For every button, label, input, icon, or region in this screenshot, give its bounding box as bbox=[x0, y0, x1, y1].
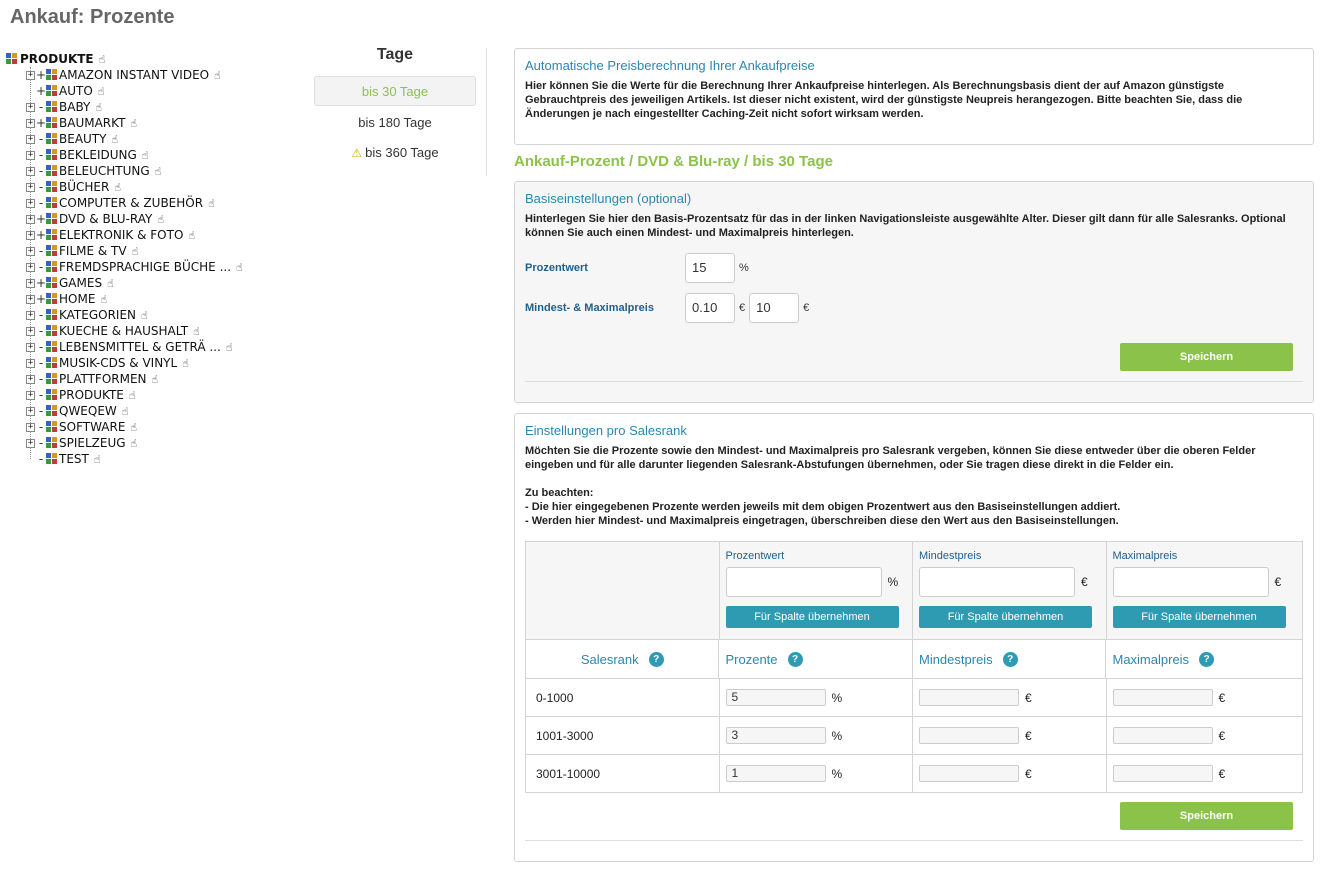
category-grid-icon bbox=[46, 213, 58, 225]
apply-max-button[interactable]: Für Spalte übernehmen bbox=[1113, 606, 1286, 628]
tree-item-label[interactable]: BÜCHER bbox=[59, 180, 110, 194]
max-price-input[interactable]: 10 bbox=[749, 293, 799, 323]
salesrank-panel-title: Einstellungen pro Salesrank bbox=[525, 423, 687, 438]
tree-prefix: - bbox=[38, 324, 44, 338]
tree-item-label[interactable]: FILME & TV bbox=[59, 244, 127, 258]
tree-item-label[interactable]: HOME bbox=[59, 292, 96, 306]
minmax-row bbox=[515, 293, 823, 323]
day-item-label: bis 180 Tage bbox=[358, 115, 432, 130]
tree-children bbox=[27, 67, 296, 467]
basis-panel-text: Hinterlegen Sie hier den Basis-Prozentsatz für das in der linken Navigationsleiste ausgewählte Alter. Dieser gilt dann für alle Salesranks. Optional können Sie auch einen Mindest- und Maximalpreis hinterlegen. bbox=[525, 213, 1286, 239]
row-max-input[interactable] bbox=[1113, 689, 1213, 706]
row-min-input[interactable] bbox=[919, 765, 1019, 782]
category-grid-icon bbox=[46, 277, 58, 289]
tree-item-label[interactable]: SPIELZEUG bbox=[59, 436, 126, 450]
bulk-min-input[interactable] bbox=[919, 567, 1075, 597]
table-row bbox=[526, 716, 1302, 754]
max-cell bbox=[1106, 717, 1303, 754]
apply-min-button[interactable]: Für Spalte übernehmen bbox=[919, 606, 1092, 628]
tree-item[interactable] bbox=[27, 67, 296, 83]
percent-cell bbox=[719, 717, 913, 754]
bulk-max-unit: € bbox=[1274, 575, 1282, 589]
note-2: - Werden hier Mindest- und Maximalpreis eingetragen, überschreiben diese den Wert aus den Basiseinstellungen. bbox=[525, 515, 1119, 527]
hand-icon[interactable]: ☝ bbox=[188, 228, 196, 242]
category-tree bbox=[6, 51, 296, 467]
expand-toggle-icon[interactable]: + bbox=[27, 117, 34, 128]
expand-toggle-icon[interactable]: + bbox=[27, 293, 34, 304]
info-panel-title: Automatische Preisberechnung Ihrer Ankaufpreise bbox=[525, 58, 815, 73]
header-label: Maximalpreis bbox=[1112, 651, 1190, 667]
hand-icon[interactable]: ☝ bbox=[107, 276, 114, 290]
help-icon[interactable]: ? bbox=[649, 652, 664, 667]
tree-item[interactable] bbox=[27, 371, 296, 387]
category-grid-icon bbox=[46, 309, 58, 321]
tree-item-label[interactable]: FREMDSPRACHIGE BÜCHE ... bbox=[59, 260, 232, 274]
column-divider bbox=[486, 48, 487, 176]
rank-cell bbox=[526, 755, 719, 792]
hand-icon[interactable]: ☝ bbox=[130, 436, 138, 450]
expand-toggle-icon[interactable]: + bbox=[27, 325, 34, 336]
tree-prefix: - bbox=[38, 132, 44, 146]
max-cell bbox=[1106, 679, 1303, 716]
tree-prefix: - bbox=[38, 388, 44, 402]
hand-icon[interactable]: ☝ bbox=[128, 388, 136, 402]
bulk-min-unit: € bbox=[1081, 575, 1088, 589]
category-grid-icon bbox=[46, 325, 58, 337]
tree-item[interactable] bbox=[27, 291, 296, 307]
day-item-label: bis 30 Tage bbox=[361, 84, 429, 99]
hand-icon[interactable]: ☝ bbox=[141, 148, 149, 162]
percent-unit: % bbox=[739, 262, 749, 274]
rank-label: 0-1000 bbox=[536, 690, 574, 705]
tree-item-label[interactable]: BEAUTY bbox=[59, 132, 107, 146]
category-grid-icon bbox=[46, 117, 58, 129]
category-grid-icon bbox=[46, 421, 58, 433]
header-max bbox=[1105, 640, 1302, 678]
day-item-180[interactable] bbox=[314, 108, 476, 138]
category-grid-icon bbox=[46, 165, 58, 177]
tree-prefix: - bbox=[38, 420, 44, 434]
tree-item[interactable] bbox=[27, 339, 296, 355]
tree-item[interactable] bbox=[27, 211, 296, 227]
category-grid-icon bbox=[6, 53, 18, 65]
expand-toggle-icon[interactable]: + bbox=[27, 245, 34, 256]
hand-icon[interactable]: ☝ bbox=[182, 356, 189, 370]
tree-prefix: - bbox=[38, 436, 44, 450]
row-min-unit: € bbox=[1025, 728, 1032, 743]
tree-item-label[interactable]: SOFTWARE bbox=[59, 420, 126, 434]
header-label: Prozente bbox=[725, 651, 778, 667]
tree-item[interactable] bbox=[27, 99, 296, 115]
tree-prefix: + bbox=[36, 68, 47, 82]
row-max-unit: € bbox=[1218, 690, 1226, 705]
category-grid-icon bbox=[46, 149, 58, 161]
header-min bbox=[912, 640, 1106, 678]
days-title: Tage bbox=[376, 46, 414, 63]
percent-cell bbox=[719, 679, 913, 716]
row-percent-input[interactable]: 3 bbox=[726, 727, 826, 744]
max-cell bbox=[1106, 755, 1303, 792]
basis-save-button[interactable]: Speichern bbox=[1120, 343, 1293, 371]
note-title: Zu beachten: bbox=[525, 487, 594, 499]
category-grid-icon bbox=[46, 453, 58, 465]
divider bbox=[525, 381, 1303, 382]
category-grid-icon bbox=[46, 357, 58, 369]
tree-item[interactable] bbox=[27, 115, 296, 131]
tree-item-label[interactable]: BELEUCHTUNG bbox=[59, 164, 150, 178]
rank-label: 3001-10000 bbox=[536, 766, 601, 781]
tree-item[interactable] bbox=[32, 83, 296, 99]
tree-prefix: - bbox=[38, 452, 44, 466]
tree-item[interactable] bbox=[27, 163, 296, 179]
page-title: Ankauf: Prozente bbox=[10, 6, 175, 28]
hand-icon[interactable]: ☝ bbox=[97, 84, 105, 98]
row-min-input[interactable] bbox=[919, 689, 1019, 706]
bulk-max-input[interactable] bbox=[1113, 567, 1269, 597]
tree-item[interactable] bbox=[27, 435, 296, 451]
rank-label: 1001-3000 bbox=[536, 728, 594, 743]
tree-item-label[interactable]: PLATTFORMEN bbox=[59, 372, 147, 386]
hand-icon[interactable]: ☝ bbox=[93, 452, 101, 466]
tree-item-label[interactable]: GAMES bbox=[59, 276, 103, 290]
tree-prefix: - bbox=[38, 196, 44, 210]
tree-prefix: - bbox=[38, 164, 44, 178]
info-panel-text: Hier können Sie die Werte für die Berechnung Ihrer Ankaufpreise hinterlegen. Als Berechnungsbasis dient der auf Amazon günstigste Gebrauchtpreis des jeweiligen Artikels. Ist dieser nicht existent, wird der günstigste Neupreis herangezogen. Bitte beachten Sie, dass die Änderungen je nach eingestellter Caching-Zeit nicht sofort wirksam werden. bbox=[525, 80, 1243, 120]
tree-prefix: - bbox=[38, 180, 44, 194]
expand-toggle-icon[interactable]: + bbox=[27, 149, 34, 160]
expand-toggle-icon[interactable]: + bbox=[27, 101, 34, 112]
tree-item[interactable] bbox=[27, 195, 296, 211]
category-grid-icon bbox=[46, 245, 58, 257]
bulk-min-cell bbox=[912, 542, 1106, 639]
day-item-30[interactable] bbox=[314, 76, 476, 106]
tree-item[interactable] bbox=[32, 451, 296, 467]
hand-icon[interactable]: ☝ bbox=[130, 116, 138, 130]
max-currency: € bbox=[803, 302, 810, 314]
tree-item[interactable] bbox=[27, 387, 296, 403]
min-cell bbox=[912, 717, 1106, 754]
row-max-input[interactable] bbox=[1113, 765, 1213, 782]
row-percent-input[interactable]: 5 bbox=[726, 689, 826, 706]
header-label: Mindestpreis bbox=[918, 651, 993, 667]
row-percent-input[interactable]: 1 bbox=[726, 765, 826, 782]
hand-icon[interactable]: ☝ bbox=[154, 164, 162, 178]
expand-toggle-icon[interactable]: + bbox=[27, 405, 34, 416]
tree-item-label[interactable]: AUTO bbox=[59, 84, 93, 98]
bulk-percent-cell bbox=[719, 542, 913, 639]
tree-prefix: + bbox=[36, 116, 47, 130]
tree-item[interactable] bbox=[27, 227, 296, 243]
info-panel bbox=[514, 48, 1314, 145]
row-min-input[interactable] bbox=[919, 727, 1019, 744]
hand-icon[interactable]: ☝ bbox=[100, 292, 108, 306]
tree-prefix: + bbox=[36, 292, 47, 306]
category-grid-icon bbox=[46, 293, 58, 305]
tree-prefix: - bbox=[38, 260, 44, 274]
salesrank-panel bbox=[514, 413, 1314, 862]
row-min-unit: € bbox=[1025, 766, 1032, 781]
header-label: Salesrank bbox=[580, 651, 639, 667]
expand-toggle-icon[interactable]: + bbox=[27, 357, 34, 368]
tree-item[interactable] bbox=[27, 147, 296, 163]
category-grid-icon bbox=[46, 69, 58, 81]
expand-toggle-icon[interactable]: + bbox=[27, 373, 34, 384]
salesrank-rows bbox=[526, 678, 1302, 792]
tree-prefix: + bbox=[36, 84, 47, 98]
row-max-input[interactable] bbox=[1113, 727, 1213, 744]
tree-item-label[interactable]: BAUMARKT bbox=[59, 116, 126, 130]
tree-item-label[interactable]: MUSIK-CDS & VINYL bbox=[59, 356, 178, 370]
bulk-percent-input[interactable] bbox=[726, 567, 882, 597]
bulk-edit-row bbox=[526, 542, 1302, 640]
divider bbox=[525, 840, 1303, 841]
expand-toggle-icon[interactable]: + bbox=[27, 197, 34, 208]
expand-toggle-icon bbox=[26, 87, 35, 96]
tree-root-label[interactable]: PRODUKTE bbox=[20, 52, 94, 66]
table-row bbox=[526, 754, 1302, 792]
salesrank-text: Möchten Sie die Prozente sowie den Mindest- und Maximalpreis pro Salesrank vergeben, können Sie diese entweder über die oberen Felder eingeben und für alle darunter liegenden Salesrank-Abstufungen übernehmen, oder Sie tragen diese direkt in die Felder ein. bbox=[525, 445, 1256, 471]
header-percent bbox=[718, 640, 912, 678]
hand-icon[interactable]: ☝ bbox=[114, 180, 122, 194]
expand-toggle-icon[interactable]: + bbox=[27, 421, 34, 432]
percent-label: Prozentwert bbox=[525, 262, 588, 274]
hand-icon[interactable]: ☝ bbox=[157, 212, 165, 226]
tree-item[interactable] bbox=[27, 131, 296, 147]
expand-toggle-icon[interactable]: + bbox=[27, 69, 34, 80]
category-grid-icon bbox=[46, 405, 58, 417]
tree-prefix: - bbox=[38, 340, 44, 354]
hand-icon[interactable]: ☝ bbox=[95, 100, 103, 114]
day-item-label: bis 360 Tage bbox=[365, 145, 439, 160]
row-min-unit: € bbox=[1025, 690, 1032, 705]
expand-toggle-icon[interactable]: + bbox=[27, 133, 34, 144]
category-grid-icon bbox=[46, 101, 58, 113]
bulk-percent-label: Prozentwert bbox=[725, 550, 785, 562]
expand-toggle-icon[interactable]: + bbox=[27, 341, 34, 352]
basis-panel bbox=[514, 181, 1314, 403]
days-nav bbox=[314, 46, 476, 168]
expand-toggle-icon[interactable]: + bbox=[27, 229, 34, 240]
hand-icon[interactable]: ☝ bbox=[111, 132, 119, 146]
warning-icon: ⚠ bbox=[351, 146, 363, 160]
expand-toggle-icon[interactable]: + bbox=[27, 389, 34, 400]
hand-icon[interactable]: ☝ bbox=[141, 308, 148, 322]
tree-item-label[interactable]: TEST bbox=[59, 452, 89, 466]
row-max-unit: € bbox=[1218, 728, 1226, 743]
bulk-empty-cell bbox=[526, 542, 719, 639]
expand-toggle-icon[interactable]: + bbox=[27, 261, 34, 272]
tree-prefix: - bbox=[38, 404, 44, 418]
tree-prefix: - bbox=[38, 100, 44, 114]
rank-cell bbox=[526, 679, 719, 716]
tree-item[interactable] bbox=[27, 307, 296, 323]
tree-item-label[interactable]: PRODUKTE bbox=[59, 388, 124, 402]
tree-item[interactable] bbox=[27, 419, 296, 435]
tree-item[interactable] bbox=[27, 275, 296, 291]
salesrank-save-button[interactable]: Speichern bbox=[1120, 802, 1293, 830]
bulk-percent-unit: % bbox=[887, 575, 899, 589]
tree-item-label[interactable]: BEKLEIDUNG bbox=[59, 148, 137, 162]
tree-item-label[interactable]: KUECHE & HAUSHALT bbox=[59, 324, 189, 338]
category-grid-icon bbox=[46, 373, 58, 385]
min-cell bbox=[912, 755, 1106, 792]
hand-icon[interactable]: ☝ bbox=[131, 244, 139, 258]
tree-item[interactable] bbox=[27, 243, 296, 259]
help-icon[interactable]: ? bbox=[788, 652, 803, 667]
header-salesrank bbox=[526, 640, 718, 678]
bulk-min-label: Mindestpreis bbox=[919, 550, 982, 562]
rank-cell bbox=[526, 717, 719, 754]
tree-item-label[interactable]: AMAZON INSTANT VIDEO bbox=[59, 68, 210, 82]
tree-item-label[interactable]: BABY bbox=[59, 100, 91, 114]
tree-prefix: - bbox=[38, 148, 44, 162]
category-grid-icon bbox=[46, 181, 58, 193]
percent-input[interactable]: 15 bbox=[685, 253, 735, 283]
tree-item-label[interactable]: DVD & BLU-RAY bbox=[59, 212, 153, 226]
hand-icon[interactable]: ☝ bbox=[151, 372, 159, 386]
row-percent-unit: % bbox=[831, 690, 843, 705]
tree-item-label[interactable]: QWEQEW bbox=[59, 404, 117, 418]
category-grid-icon bbox=[46, 341, 58, 353]
category-grid-icon bbox=[46, 229, 58, 241]
hand-icon[interactable]: ☝ bbox=[208, 196, 215, 210]
tree-item[interactable] bbox=[27, 259, 296, 275]
row-percent-unit: % bbox=[831, 766, 843, 781]
hand-icon[interactable]: ☝ bbox=[121, 404, 129, 418]
bulk-max-cell bbox=[1106, 542, 1303, 639]
percent-cell bbox=[719, 755, 913, 792]
expand-toggle-icon bbox=[26, 455, 35, 464]
expand-toggle-icon[interactable]: + bbox=[27, 437, 34, 448]
tree-prefix: + bbox=[36, 228, 47, 242]
basis-panel-title: Basiseinstellungen (optional) bbox=[525, 191, 692, 206]
tree-prefix: + bbox=[36, 276, 47, 290]
hand-icon[interactable]: ☝ bbox=[225, 340, 233, 354]
expand-toggle-icon[interactable]: + bbox=[27, 165, 34, 176]
tree-prefix: - bbox=[38, 308, 44, 322]
category-grid-icon bbox=[46, 389, 58, 401]
tree-item[interactable] bbox=[27, 355, 296, 371]
hand-icon[interactable]: ☝ bbox=[236, 260, 243, 274]
help-icon[interactable]: ? bbox=[1199, 652, 1214, 667]
expand-toggle-icon[interactable]: + bbox=[27, 181, 34, 192]
bulk-max-label: Maximalpreis bbox=[1112, 550, 1178, 562]
tree-prefix: - bbox=[38, 372, 44, 386]
category-grid-icon bbox=[46, 261, 58, 273]
row-max-unit: € bbox=[1218, 766, 1226, 781]
tree-item-label[interactable]: KATEGORIEN bbox=[59, 308, 137, 322]
salesrank-table bbox=[525, 541, 1303, 793]
category-grid-icon bbox=[46, 437, 58, 449]
tree-root[interactable] bbox=[6, 51, 296, 67]
hand-icon[interactable]: ☝ bbox=[214, 68, 221, 82]
row-percent-unit: % bbox=[831, 728, 843, 743]
tree-prefix: + bbox=[36, 212, 47, 226]
tree-item-label[interactable]: ELEKTRONIK & FOTO bbox=[59, 228, 184, 242]
category-grid-icon bbox=[46, 133, 58, 145]
table-header-row bbox=[526, 640, 1302, 678]
day-item-360[interactable] bbox=[314, 138, 476, 168]
tree-item-label[interactable]: LEBENSMITTEL & GETRÄ ... bbox=[59, 340, 221, 354]
tree-item[interactable] bbox=[27, 323, 296, 339]
min-cell bbox=[912, 679, 1106, 716]
expand-toggle-icon[interactable]: + bbox=[27, 309, 34, 320]
hand-icon[interactable]: ☝ bbox=[130, 420, 138, 434]
hand-icon[interactable]: ☝ bbox=[193, 324, 200, 338]
tree-prefix: - bbox=[38, 244, 44, 258]
expand-toggle-icon[interactable]: + bbox=[27, 277, 34, 288]
percent-row bbox=[515, 253, 763, 283]
tree-prefix: - bbox=[38, 356, 44, 370]
section-heading: Ankauf-Prozent / DVD & Blu-ray / bis 30 Tage bbox=[514, 153, 833, 170]
help-icon[interactable]: ? bbox=[1003, 652, 1018, 667]
tree-item-label[interactable]: COMPUTER & ZUBEHÖR bbox=[59, 196, 204, 210]
category-grid-icon bbox=[46, 197, 58, 209]
category-grid-icon bbox=[46, 85, 58, 97]
min-price-input[interactable]: 0.10 bbox=[685, 293, 735, 323]
apply-percent-button[interactable]: Für Spalte übernehmen bbox=[726, 606, 899, 628]
hand-icon[interactable]: ☝ bbox=[98, 52, 106, 66]
note-1: - Die hier eingegebenen Prozente werden jeweils mit dem obigen Prozentwert aus den Basiseinstellungen addiert. bbox=[525, 501, 1121, 513]
tree-item[interactable] bbox=[27, 179, 296, 195]
table-row bbox=[526, 678, 1302, 716]
tree-item[interactable] bbox=[27, 403, 296, 419]
minmax-label: Mindest- & Maximalpreis bbox=[525, 302, 654, 314]
min-currency: € bbox=[739, 302, 746, 314]
expand-toggle-icon[interactable]: + bbox=[27, 213, 34, 224]
